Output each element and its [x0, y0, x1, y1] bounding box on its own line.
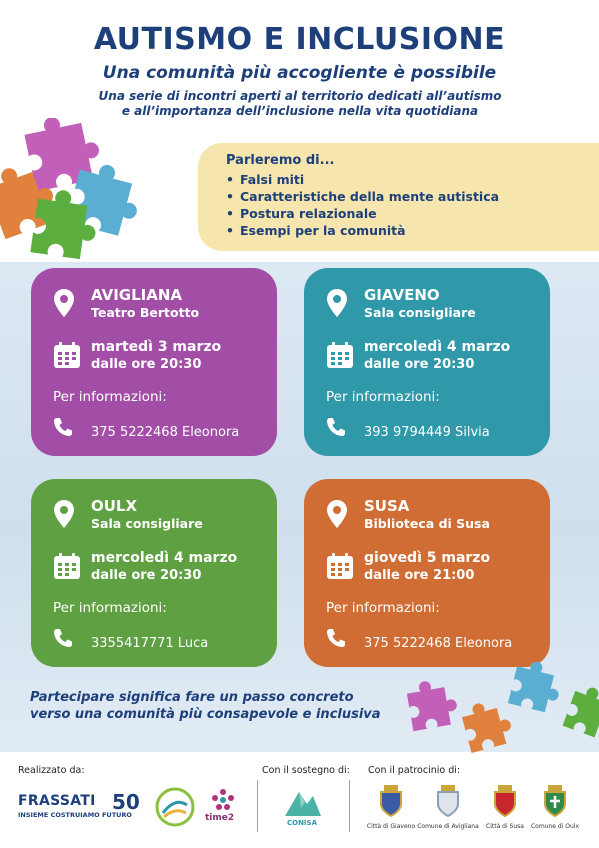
map-pin-icon [326, 288, 352, 320]
sostegno-label: Con il sostegno di: [262, 765, 350, 776]
topic-item: • Esempi per la comunità [226, 222, 590, 239]
date-row [53, 550, 259, 584]
event-venue: Teatro Bertotto [91, 305, 200, 320]
event-city: OULX [91, 497, 138, 515]
topics-list [226, 171, 590, 239]
event-card-avigliana [31, 268, 277, 456]
coat-of-arms-icon [492, 784, 518, 818]
intro-text [60, 89, 540, 119]
event-city: GIAVENO [364, 286, 440, 304]
event-day: mercoledì 4 marzo [364, 339, 511, 355]
puzzle-piece-icon [460, 697, 516, 753]
event-day: giovedì 5 marzo [364, 550, 491, 566]
info-label: Per informazioni: [326, 389, 440, 405]
map-pin-icon [53, 499, 79, 531]
frassati-name: FRASSATI [18, 793, 96, 809]
calendar-icon [53, 552, 79, 584]
event-day: mercoledì 4 marzo [91, 550, 238, 566]
location-row [53, 497, 259, 532]
coat-of-arms-icon [378, 784, 404, 818]
location-row [326, 497, 532, 532]
event-phone[interactable]: 3355417771 Luca [91, 635, 209, 651]
date-row [326, 339, 532, 373]
topics-box [198, 143, 599, 251]
event-card-susa [304, 479, 550, 667]
date-row [53, 339, 259, 373]
municipality-name: Comune di Avigliana [417, 823, 479, 830]
event-time: dalle ore 20:30 [91, 568, 202, 583]
calendar-icon [326, 552, 352, 584]
location-row [53, 286, 259, 321]
event-day: martedì 3 marzo [91, 339, 222, 355]
event-city: SUSA [364, 497, 410, 515]
info-label: Per informazioni: [53, 389, 167, 405]
calendar-icon [326, 341, 352, 373]
phone-icon [326, 628, 352, 660]
time2-logo-icon [210, 788, 236, 812]
event-time: dalle ore 21:00 [364, 568, 475, 583]
topics-lead: Parleremo di... [226, 153, 335, 168]
phone-row [53, 415, 259, 449]
puzzle-piece-icon [563, 682, 599, 740]
event-phone[interactable]: 393 9794449 Silvia [364, 424, 490, 440]
date-row [326, 550, 532, 584]
topic-item: • Postura relazionale [226, 205, 590, 222]
municipality-name: Comune di Oulx [530, 823, 580, 830]
frassati-years: 50 [112, 790, 140, 814]
calendar-icon [53, 341, 79, 373]
phone-row [326, 415, 532, 449]
coat-of-arms-icon [542, 784, 568, 818]
footer-divider [349, 780, 350, 832]
conisa-logo-icon [283, 786, 323, 818]
event-card-giaveno [304, 268, 550, 456]
info-label: Per informazioni: [326, 600, 440, 616]
patrocinio-label: Con il patrocinio di: [368, 765, 461, 776]
frassati-tagline: INSIEME COSTRUIAMO FUTURO [18, 811, 132, 819]
coat-of-arms-icon [435, 784, 461, 818]
event-card-oulx [31, 479, 277, 667]
intro-line: Una serie di incontri aperti al territorio dedicati all’autismo [98, 89, 502, 103]
conisa-name: CONISA [286, 819, 317, 827]
event-time: dalle ore 20:30 [91, 357, 202, 372]
poster-title: AUTISMO E INCLUSIONE [93, 22, 506, 57]
phone-row [53, 626, 259, 660]
intro-line: e all’importanza dell’inclusione nella vita quotidiana [121, 104, 479, 118]
topic-item: • Caratteristiche della mente autistica [226, 188, 590, 205]
event-time: dalle ore 20:30 [364, 357, 475, 372]
closing-message [30, 689, 430, 723]
circle-logo-icon [155, 787, 195, 827]
closing-line: Partecipare significa fare un passo concreto [30, 690, 354, 705]
topic-item: • Falsi miti [226, 171, 590, 188]
event-venue: Sala consigliare [364, 305, 476, 320]
municipality-name: Città di Giaveno [366, 823, 416, 830]
poster-subtitle: Una comunità più accogliente è possibile [102, 63, 497, 83]
closing-line: verso una comunità più consapevole e inclusiva [30, 707, 381, 722]
realizzato-label: Realizzato da: [18, 765, 85, 776]
event-city: AVIGLIANA [91, 286, 183, 304]
map-pin-icon [326, 499, 352, 531]
location-row [326, 286, 532, 321]
puzzle-cluster-left [0, 118, 140, 278]
map-pin-icon [53, 288, 79, 320]
time2-name: time2 [205, 813, 235, 823]
puzzle-piece-icon [508, 662, 565, 715]
info-label: Per informazioni: [53, 600, 167, 616]
event-phone[interactable]: 375 5222468 Eleonora [91, 424, 240, 440]
phone-icon [53, 628, 79, 660]
event-venue: Biblioteca di Susa [364, 516, 490, 531]
phone-icon [326, 417, 352, 449]
footer-divider [257, 780, 258, 832]
event-phone[interactable]: 375 5222468 Eleonora [364, 635, 513, 651]
phone-row [326, 626, 532, 660]
municipality-name: Città di Susa [486, 823, 524, 830]
phone-icon [53, 417, 79, 449]
event-venue: Sala consigliare [91, 516, 203, 531]
